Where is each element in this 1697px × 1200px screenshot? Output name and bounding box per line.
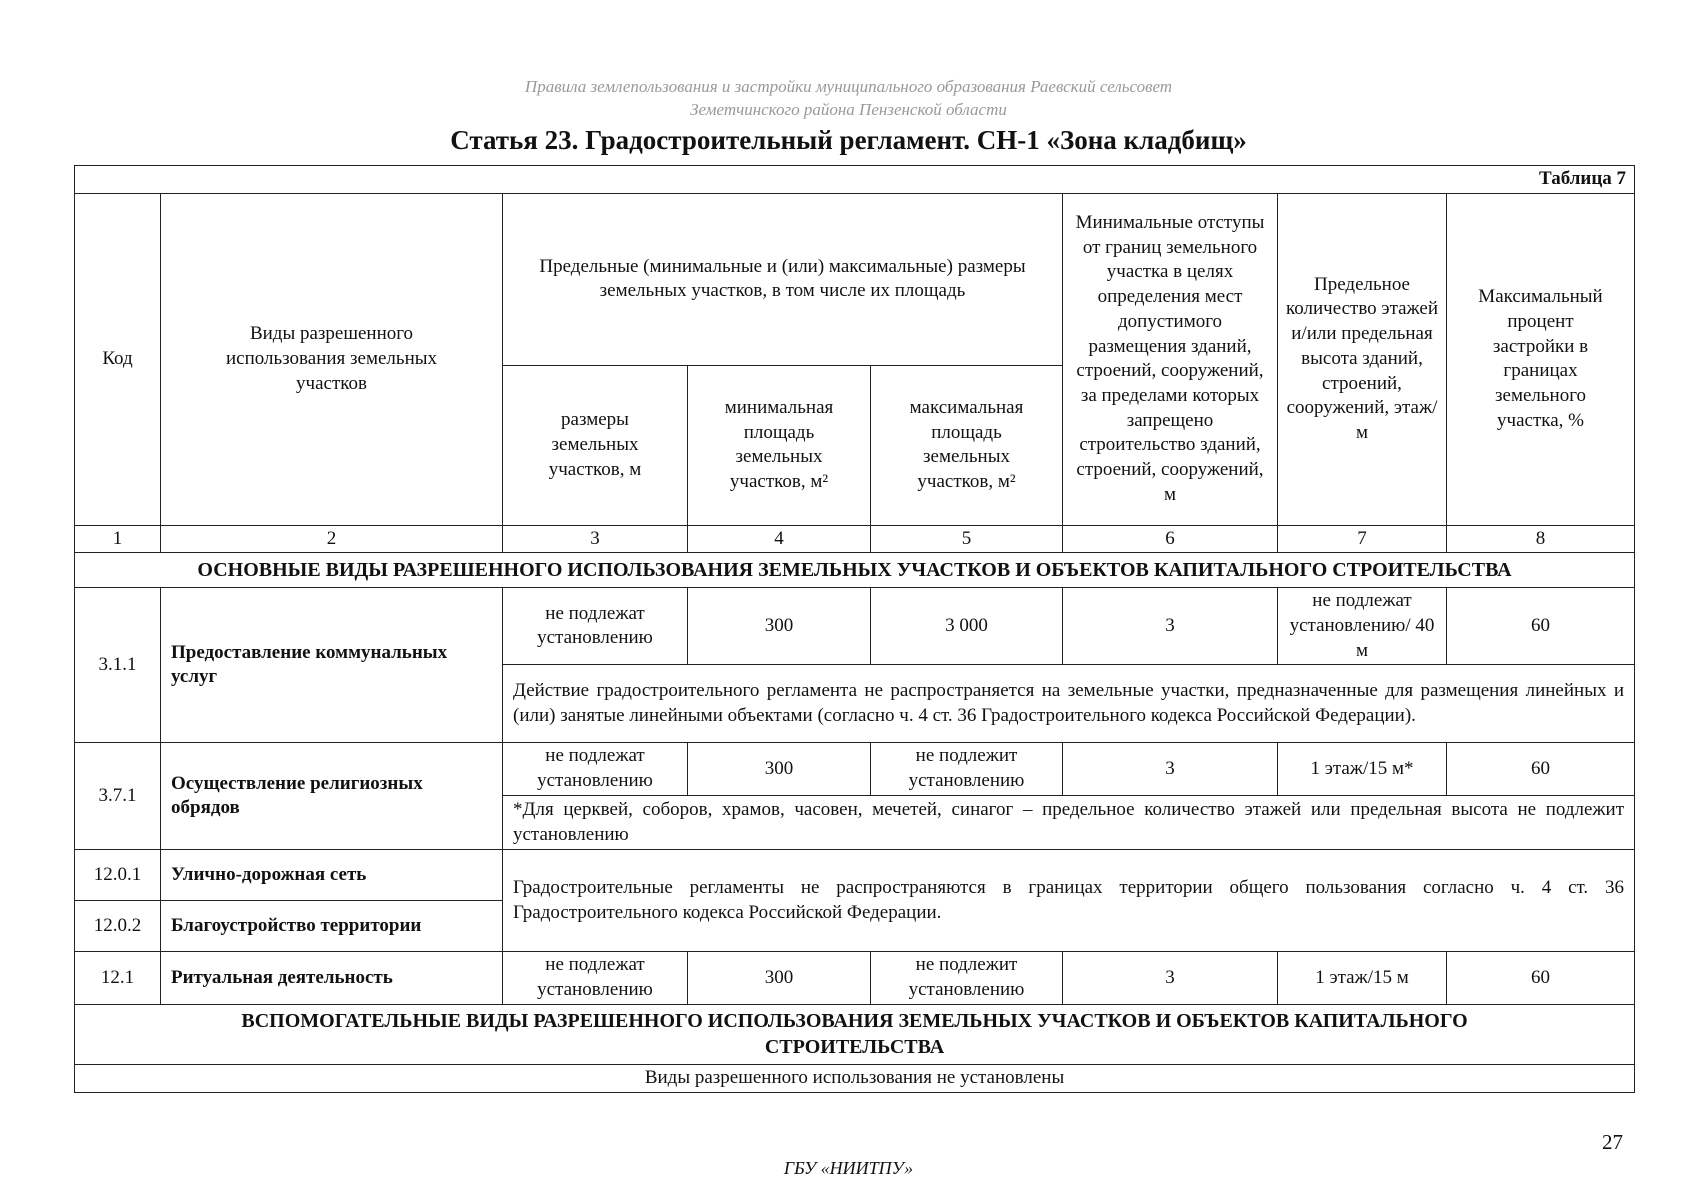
row-floors: не подлежат установлению/ 40 м — [1278, 588, 1447, 665]
header-min-area: минимальная площадь земельных участков, м² — [688, 365, 871, 525]
page-title: Статья 23. Градостроительный регламент. СН-1 «Зона кладбищ» — [450, 125, 1247, 155]
header-max-area: максимальная площадь земельных участков, м² — [871, 365, 1063, 525]
aux-not-established: Виды разрешенного использования не установлены — [75, 1064, 1635, 1092]
col-number: 1 — [75, 525, 161, 553]
running-header-line-2: Земетчинского района Пензенской области — [690, 100, 1007, 119]
row-plot-sizes: не подлежат установлению — [503, 743, 688, 795]
table-row — [75, 588, 1635, 665]
row-code: 3.7.1 — [75, 743, 161, 850]
row-use-name: Улично-дорожная сеть — [161, 850, 503, 901]
table-row — [75, 743, 1635, 795]
row-code: 12.0.1 — [75, 850, 161, 901]
header-limits-group: Предельные (минимальные и (или) максимальные) размеры земельных участков, в том числе их площадь — [503, 193, 1063, 365]
row-note: *Для церквей, соборов, храмов, часовен, мечетей, синагог – предельное количество этажей или предельная высота не подлежит установлению — [503, 795, 1635, 849]
col-number: 3 — [503, 525, 688, 553]
page-number: 27 — [1602, 1130, 1623, 1154]
row-note: Действие градостроительного регламента не распространяется на земельные участки, предназначенные для размещения линейных и (или) занятые линейными объектами (согласно ч. 4 ст. 36 Градостроительного кодекса Российской Федерации). — [503, 665, 1635, 743]
row-max-area: не подлежит установлению — [871, 743, 1063, 795]
row-setback: 3 — [1063, 743, 1278, 795]
row-floors: 1 этаж/15 м* — [1278, 743, 1447, 795]
col-number: 2 — [161, 525, 503, 553]
row-setback: 3 — [1063, 588, 1278, 665]
row-plot-sizes: не подлежат установлению — [503, 588, 688, 665]
section-main-heading: ОСНОВНЫЕ ВИДЫ РАЗРЕШЕННОГО ИСПОЛЬЗОВАНИЯ ЗЕМЕЛЬНЫХ УЧАСТКОВ И ОБЪЕКТОВ КАПИТАЛЬНОГО СТРОИТЕЛЬСТВА — [75, 553, 1635, 588]
header-setbacks: Минимальные отступы от границ земельного участка в целях определения мест допустимого размещения зданий, строений, сооружений, за пределами которых запрещено строительство зданий, строений, сооружений, м — [1063, 193, 1278, 525]
row-code: 12.1 — [75, 952, 161, 1004]
row-coverage: 60 — [1447, 588, 1635, 665]
row-coverage: 60 — [1447, 952, 1635, 1004]
header-use-types: Виды разрешенного использования земельных участков — [161, 193, 503, 525]
row-max-area: 3 000 — [871, 588, 1063, 665]
row-use-name: Ритуальная деятельность — [161, 952, 503, 1004]
row-min-area: 300 — [688, 588, 871, 665]
row-code: 3.1.1 — [75, 588, 161, 743]
header-plot-sizes: размеры земельных участков, м — [503, 365, 688, 525]
col-number: 4 — [688, 525, 871, 553]
row-min-area: 300 — [688, 743, 871, 795]
row-floors: 1 этаж/15 м — [1278, 952, 1447, 1004]
row-use-name: Предоставление коммунальных услуг — [161, 588, 503, 743]
table-number-label: Таблица 7 — [75, 166, 1635, 194]
row-plot-sizes: не подлежат установлению — [503, 952, 688, 1004]
row-min-area: 300 — [688, 952, 871, 1004]
row-code: 12.0.2 — [75, 901, 161, 952]
page-footer: ГБУ «НИИТПУ» — [783, 1158, 914, 1178]
row-use-name: Благоустройство территории — [161, 901, 503, 952]
column-number-row — [75, 525, 1635, 553]
running-header-line-1: Правила землепользования и застройки муниципального образования Раевский сельсовет — [524, 77, 1173, 96]
header-coverage: Максимальный процент застройки в границах земельного участка, % — [1447, 193, 1635, 525]
header-code: Код — [75, 193, 161, 525]
col-number: 5 — [871, 525, 1063, 553]
col-number: 7 — [1278, 525, 1447, 553]
row-max-area: не подлежит установлению — [871, 952, 1063, 1004]
shared-note-12: Градостроительные регламенты не распространяются в границах территории общего пользования согласно ч. 4 ст. 36 Градостроительного кодекса Российской Федерации. — [503, 850, 1635, 952]
header-floors: Предельное количество этажей и/или предельная высота зданий, строений, сооружений, этаж/м — [1278, 193, 1447, 525]
table-row — [75, 952, 1635, 1004]
table-row — [75, 850, 1635, 901]
col-number: 6 — [1063, 525, 1278, 553]
regulation-table — [74, 165, 1635, 1093]
row-use-name: Осуществление религиозных обрядов — [161, 743, 503, 850]
section-aux-heading: ВСПОМОГАТЕЛЬНЫЕ ВИДЫ РАЗРЕШЕННОГО ИСПОЛЬЗОВАНИЯ ЗЕМЕЛЬНЫХ УЧАСТКОВ И ОБЪЕКТОВ КАПИТАЛЬНОГО СТРОИТЕЛЬСТВА — [75, 1004, 1635, 1064]
row-coverage: 60 — [1447, 743, 1635, 795]
row-setback: 3 — [1063, 952, 1278, 1004]
col-number: 8 — [1447, 525, 1635, 553]
